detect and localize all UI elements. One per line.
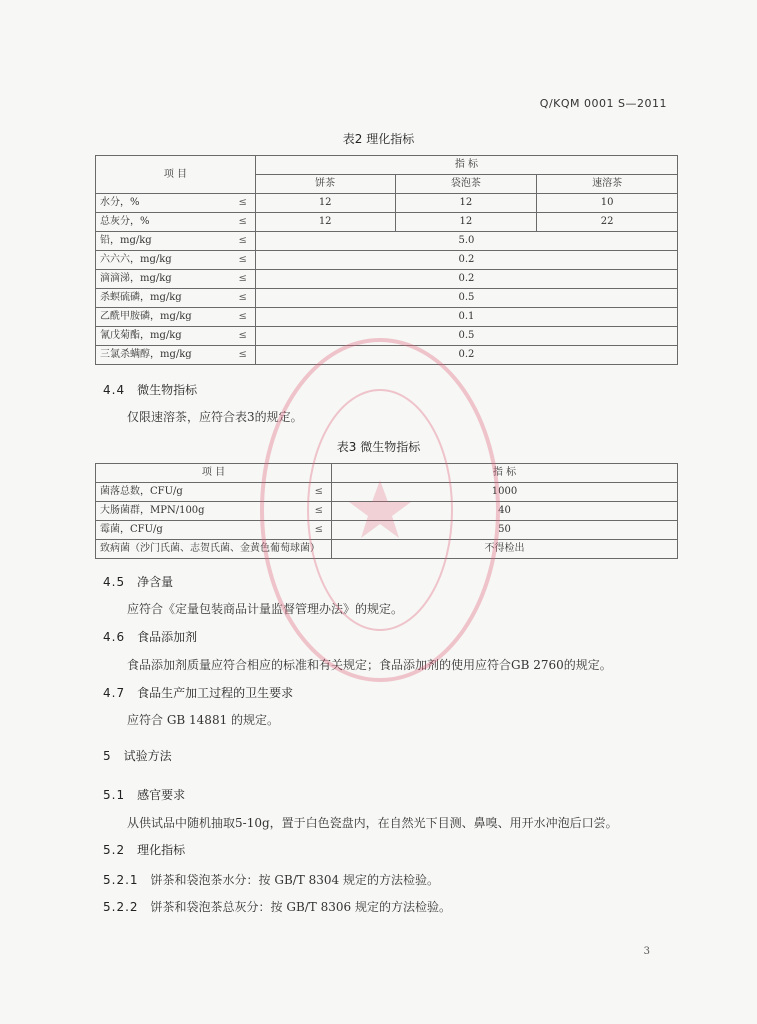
row-label xyxy=(96,194,256,213)
row-label-text: 三氯杀螨醇，mg/kg xyxy=(100,349,192,360)
cell-value: 0.1 xyxy=(255,308,677,327)
le-sign: ≤ xyxy=(238,216,247,227)
section-number: 4.6 xyxy=(103,630,126,644)
le-sign: ≤ xyxy=(238,292,247,303)
row-label-text: 氰戊菊酯，mg/kg xyxy=(100,330,182,341)
section-number: 5.2.1 xyxy=(103,873,139,887)
section-heading xyxy=(103,628,197,645)
row-label-text: 菌落总数，CFU/g xyxy=(100,486,183,497)
row-label-text: 杀螟硫磷，mg/kg xyxy=(100,292,182,303)
row-label xyxy=(96,327,256,346)
section-title: 净含量 xyxy=(137,575,174,589)
section-title: 食品添加剂 xyxy=(137,630,198,644)
seal-star xyxy=(349,480,411,538)
section-number: 4.7 xyxy=(103,686,126,700)
page-number: 3 xyxy=(643,946,650,957)
row-label-text: 六六六，mg/kg xyxy=(100,254,172,265)
cell-value: 0.2 xyxy=(255,270,677,289)
paragraph: 应符合《定量包装商品计量监督管理办法》的规定。 xyxy=(127,602,404,616)
section-number: 5 xyxy=(103,749,112,763)
row-label-text: 大肠菌群，MPN/100g xyxy=(100,505,205,516)
clause xyxy=(103,871,439,888)
le-sign: ≤ xyxy=(314,524,323,535)
row-label-text: 水分，% xyxy=(100,197,140,208)
le-sign: ≤ xyxy=(238,254,247,265)
table2-caption: 表2 理化指标 xyxy=(342,132,415,146)
table3-caption: 表3 微生物指标 xyxy=(336,440,421,454)
table-row xyxy=(96,308,678,327)
section-title: 试验方法 xyxy=(123,749,172,763)
cell-value: 40 xyxy=(331,502,677,521)
cell-value: 0.2 xyxy=(255,251,677,270)
table-row xyxy=(96,270,678,289)
row-label xyxy=(96,213,256,232)
le-sign: ≤ xyxy=(238,273,247,284)
table3-col-item: 项 目 xyxy=(96,464,332,483)
le-sign: ≤ xyxy=(314,486,323,497)
cell-value: 12 xyxy=(395,213,537,232)
table2-subcol: 袋泡茶 xyxy=(395,175,537,194)
le-sign: ≤ xyxy=(314,505,323,516)
section-number: 5.2.2 xyxy=(103,900,139,914)
clause-text: 饼茶和袋泡茶水分：按 GB/T 8304 规定的方法检验。 xyxy=(150,873,439,887)
le-sign: ≤ xyxy=(238,349,247,360)
section-number: 4.5 xyxy=(103,575,126,589)
row-label-text: 乙酰甲胺磷，mg/kg xyxy=(100,311,192,322)
section-number: 5.2 xyxy=(103,843,126,857)
clause xyxy=(103,898,451,915)
le-sign: ≤ xyxy=(238,197,247,208)
cell-value: 12 xyxy=(255,213,395,232)
table2-subcol: 速溶茶 xyxy=(537,175,678,194)
paragraph: 食品添加剂质量应符合相应的标准和有关规定；食品添加剂的使用应符合GB 2760的规定。 xyxy=(127,658,612,672)
row-label-text: 铅，mg/kg xyxy=(100,235,152,246)
table-row xyxy=(96,194,678,213)
section-title: 食品生产加工过程的卫生要求 xyxy=(137,686,294,700)
section-heading xyxy=(103,841,185,858)
paragraph: 仅限速溶茶，应符合表3的规定。 xyxy=(127,410,303,424)
cell-value: 22 xyxy=(537,213,678,232)
row-label: 致病菌（沙门氏菌、志贺氏菌、金黄色葡萄球菌） xyxy=(96,540,332,559)
company-seal xyxy=(255,330,505,690)
table2-col-item: 项 目 xyxy=(96,156,256,194)
row-label-text: 霉菌，CFU/g xyxy=(100,524,163,535)
cell-value: 5.0 xyxy=(255,232,677,251)
paragraph: 从供试品中随机抽取5-10g，置于白色瓷盘内，在自然光下目测、鼻嗅、用开水冲泡后口尝。 xyxy=(127,816,618,830)
section-heading xyxy=(103,786,185,803)
standard-code: Q/KQM 0001 S—2011 xyxy=(539,97,667,110)
section-title: 理化指标 xyxy=(137,843,186,857)
section-number: 4.4 xyxy=(103,383,126,397)
cell-value: 不得检出 xyxy=(331,540,677,559)
table2-subcol: 饼茶 xyxy=(255,175,395,194)
section-heading xyxy=(103,747,172,764)
row-label-text: 总灰分，% xyxy=(100,216,150,227)
paragraph: 应符合 GB 14881 的规定。 xyxy=(127,713,280,727)
le-sign: ≤ xyxy=(238,235,247,246)
section-number: 5.1 xyxy=(103,788,126,802)
le-sign: ≤ xyxy=(238,330,247,341)
row-label xyxy=(96,251,256,270)
row-label xyxy=(96,232,256,251)
row-label xyxy=(96,289,256,308)
table-row xyxy=(96,251,678,270)
cell-value: 0.5 xyxy=(255,327,677,346)
section-heading xyxy=(103,381,197,398)
row-label-text: 滴滴涕，mg/kg xyxy=(100,273,172,284)
table2-header-row xyxy=(96,156,678,175)
cell-value: 50 xyxy=(331,521,677,540)
table2-col-index: 指 标 xyxy=(255,156,677,175)
clause-text: 饼茶和袋泡茶总灰分：按 GB/T 8306 规定的方法检验。 xyxy=(150,900,451,914)
row-label xyxy=(96,270,256,289)
cell-value: 0.5 xyxy=(255,289,677,308)
cell-value: 12 xyxy=(255,194,395,213)
cell-value: 12 xyxy=(395,194,537,213)
section-heading xyxy=(103,573,173,590)
table-row xyxy=(96,213,678,232)
table3-col-index: 指 标 xyxy=(331,464,677,483)
le-sign: ≤ xyxy=(238,311,247,322)
cell-value: 0.2 xyxy=(255,346,677,365)
row-label xyxy=(96,346,256,365)
section-title: 微生物指标 xyxy=(137,383,198,397)
cell-value: 1000 xyxy=(331,483,677,502)
row-label xyxy=(96,308,256,327)
cell-value: 10 xyxy=(537,194,678,213)
table-row xyxy=(96,232,678,251)
section-title: 感官要求 xyxy=(137,788,186,802)
table-row xyxy=(96,289,678,308)
